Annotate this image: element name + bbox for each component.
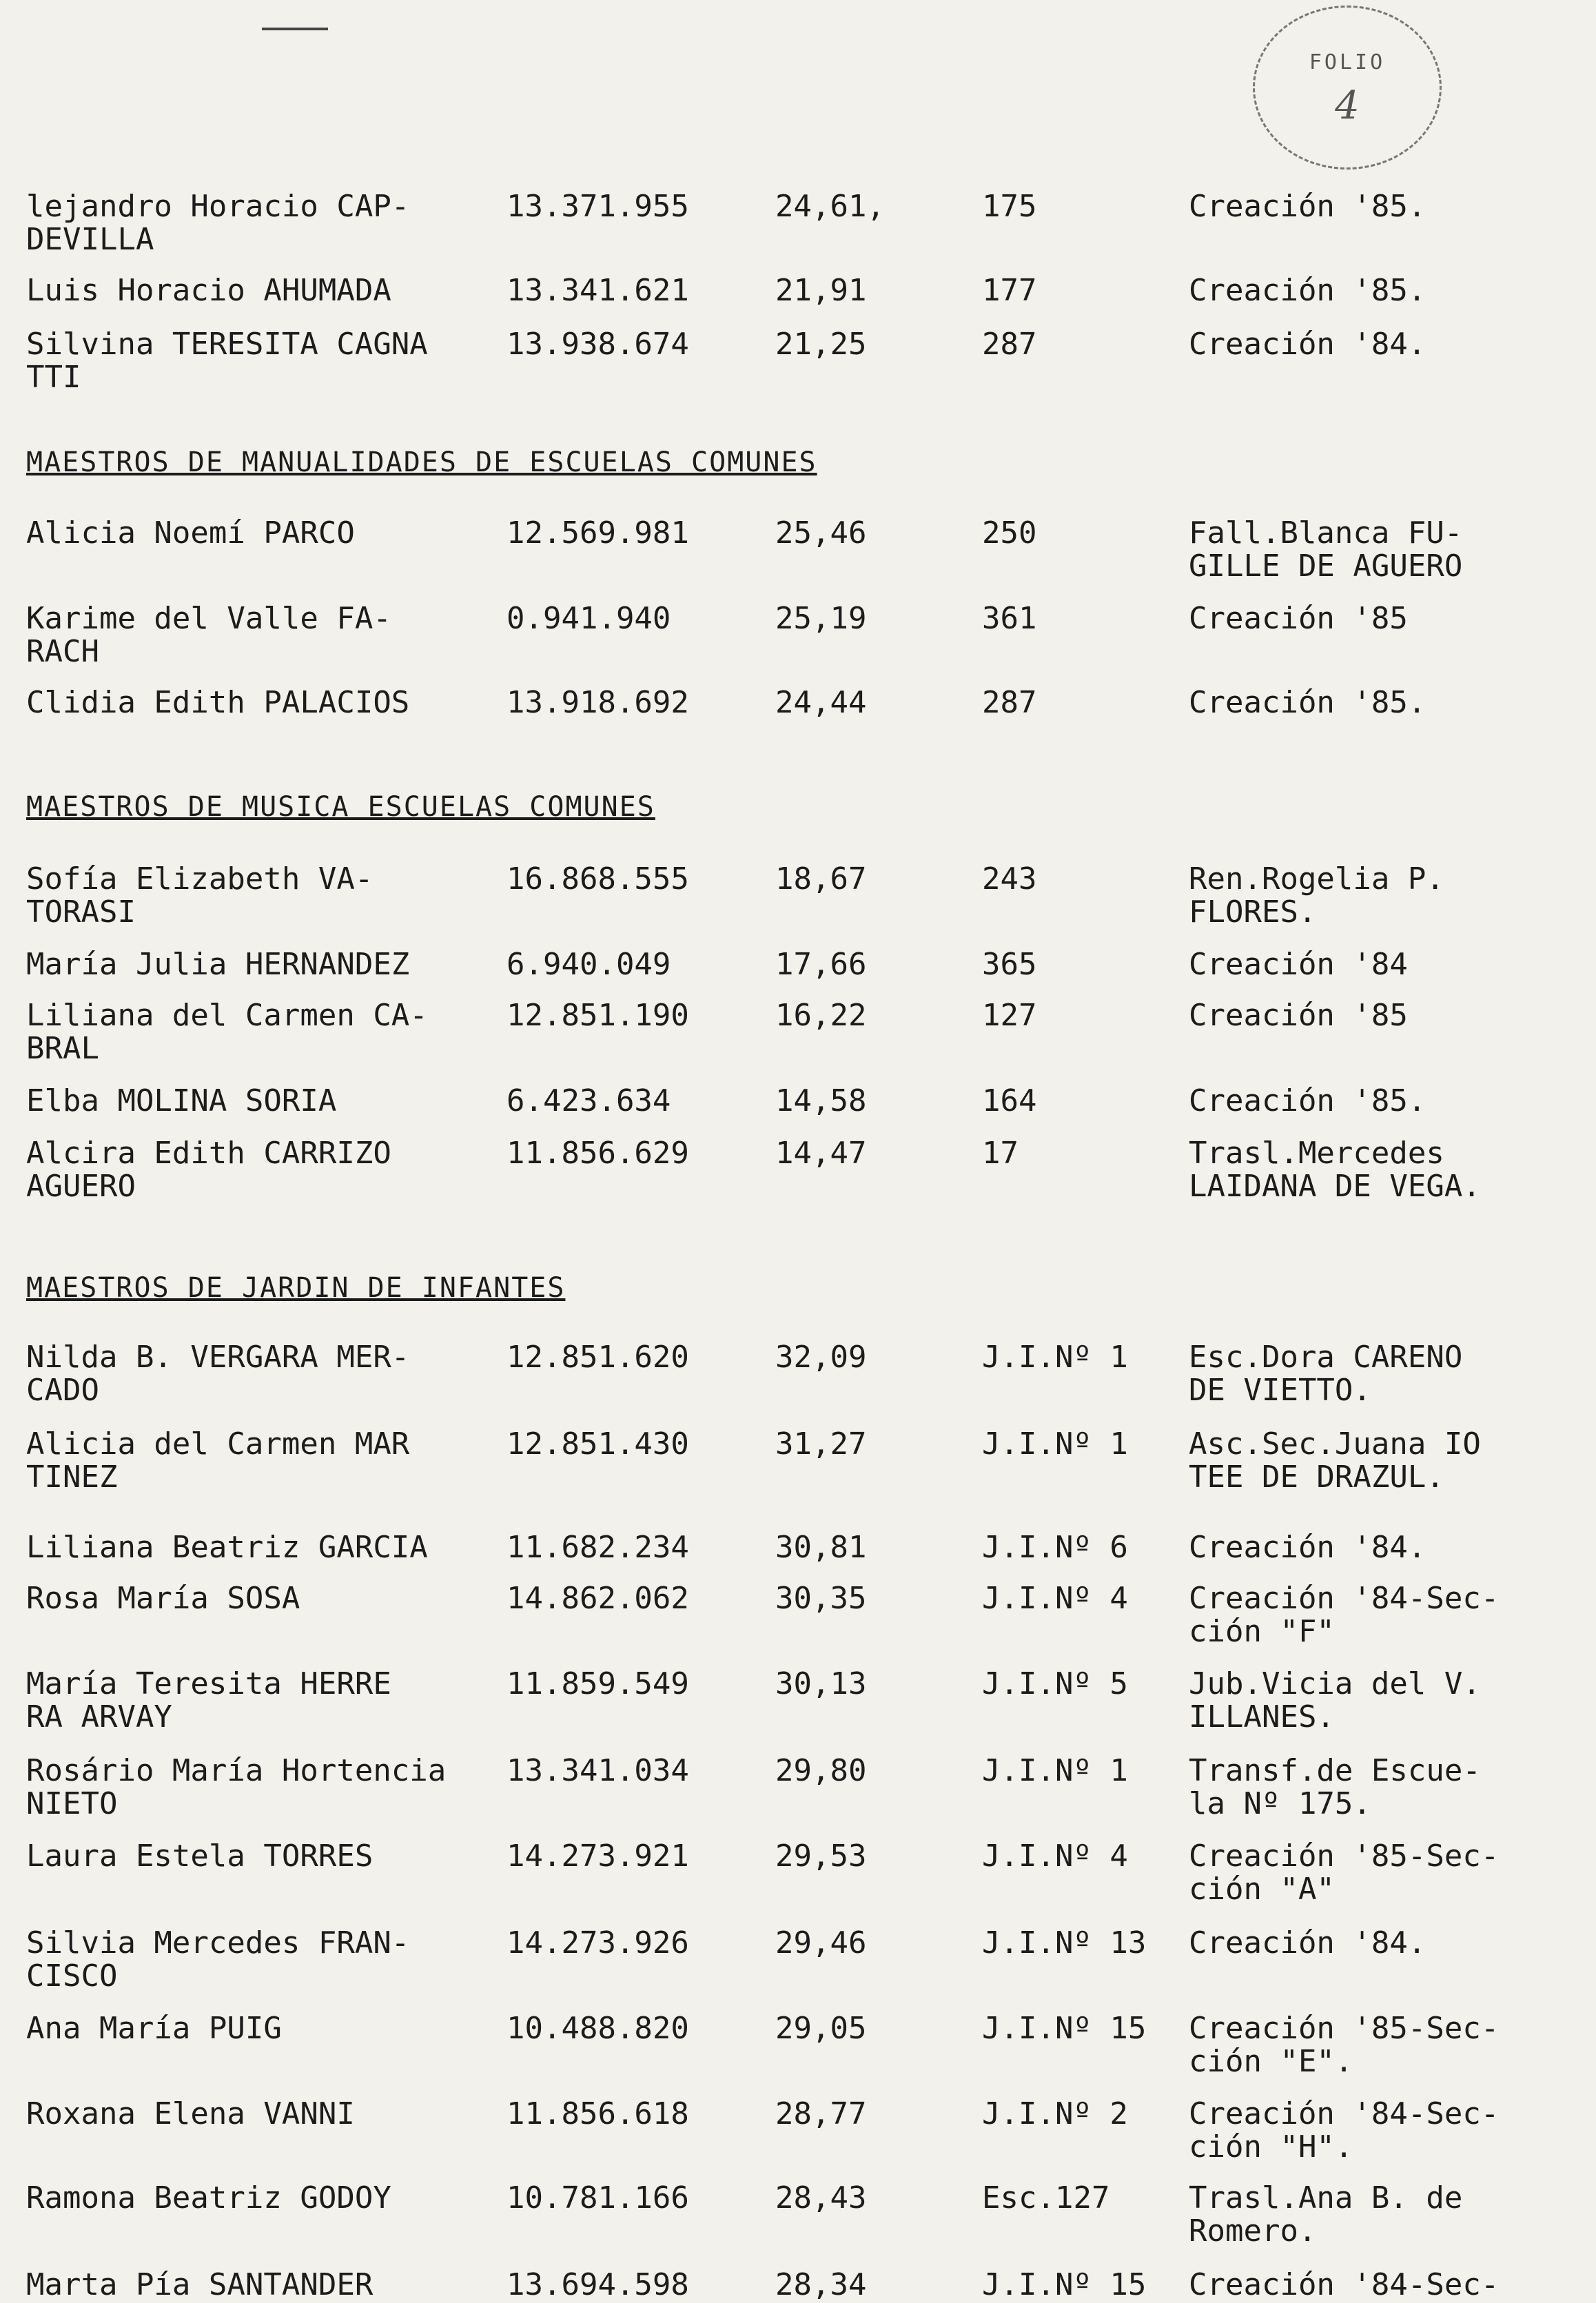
stamp-folio-number: 4 <box>1335 83 1360 128</box>
school-code: J.I.Nº 1 <box>982 1340 1128 1375</box>
teacher-name: Luis Horacio AHUMADA <box>26 273 391 308</box>
school-code: Esc.127 <box>982 2180 1110 2215</box>
vacancy-note: Creación '85. <box>1189 1083 1426 1118</box>
score: 21,25 <box>775 327 867 362</box>
vacancy-note: Creación '84. <box>1189 327 1426 362</box>
teacher-name: María Teresita HERRE RA ARVAY <box>26 1666 391 1734</box>
vacancy-note: Creación '84-Sec- ción "H". <box>1189 2096 1500 2164</box>
vacancy-note: Esc.Dora CARENO DE VIETTO. <box>1189 1340 1463 1408</box>
score: 29,46 <box>775 1925 867 1961</box>
score: 32,09 <box>775 1340 867 1375</box>
school-code: J.I.Nº 4 <box>982 1581 1128 1616</box>
document-number: 11.859.549 <box>507 1666 689 1701</box>
school-code: J.I.Nº 15 <box>982 2267 1147 2302</box>
vacancy-note: Transf.de Escue- la Nº 175. <box>1189 1753 1481 1821</box>
vacancy-note: Creación '84-Sec- <box>1189 2267 1500 2302</box>
score: 25,46 <box>775 515 867 551</box>
score: 30,13 <box>775 1666 867 1701</box>
school-code: 175 <box>982 189 1037 224</box>
score: 28,34 <box>775 2267 867 2302</box>
score: 31,27 <box>775 1426 867 1462</box>
teacher-name: Karime del Valle FA- RACH <box>26 601 391 669</box>
document-number: 11.856.629 <box>507 1136 689 1171</box>
teacher-name: Ramona Beatriz GODOY <box>26 2180 391 2215</box>
document-number: 13.341.621 <box>507 273 689 308</box>
document-number: 14.862.062 <box>507 1581 689 1616</box>
teacher-name: María Julia HERNANDEZ <box>26 947 410 982</box>
document-number: 13.371.955 <box>507 189 689 224</box>
score: 29,05 <box>775 2011 867 2046</box>
vacancy-note: Creación '85. <box>1189 189 1426 224</box>
vacancy-note: Creación '85 <box>1189 601 1408 636</box>
teacher-name: Roxana Elena VANNI <box>26 2096 355 2131</box>
vacancy-note: Creación '85. <box>1189 273 1426 308</box>
document-number: 11.682.234 <box>507 1530 689 1565</box>
vacancy-note: Jub.Vicia del V. ILLANES. <box>1189 1666 1481 1734</box>
school-code: J.I.Nº 5 <box>982 1666 1128 1701</box>
vacancy-note: Creación '84-Sec- ción "F" <box>1189 1581 1500 1649</box>
school-code: 361 <box>982 601 1037 636</box>
teacher-name: Rosa María SOSA <box>26 1581 300 1616</box>
score: 29,80 <box>775 1753 867 1788</box>
score: 29,53 <box>775 1839 867 1874</box>
vacancy-note: Creación '85. <box>1189 685 1426 720</box>
school-code: J.I.Nº 1 <box>982 1426 1128 1462</box>
school-code: 177 <box>982 273 1037 308</box>
vacancy-note: Creación '85-Sec- ción "A" <box>1189 1839 1500 1907</box>
document-number: 12.851.430 <box>507 1426 689 1462</box>
teacher-name: Silvia Mercedes FRAN- CISCO <box>26 1925 410 1994</box>
teacher-name: Alcira Edith CARRIZO AGUERO <box>26 1136 391 1204</box>
score: 16,22 <box>775 998 867 1033</box>
teacher-name: Alicia Noemí PARCO <box>26 515 355 551</box>
score: 30,35 <box>775 1581 867 1616</box>
teacher-name: Elba MOLINA SORIA <box>26 1083 337 1118</box>
school-code: 164 <box>982 1083 1037 1118</box>
score: 21,91 <box>775 273 867 308</box>
document-number: 12.851.620 <box>507 1340 689 1375</box>
document-number: 6.940.049 <box>507 947 671 982</box>
teacher-name: Laura Estela TORRES <box>26 1839 374 1874</box>
section-heading: MAESTROS DE MUSICA ESCUELAS COMUNES <box>26 791 655 823</box>
document-number: 14.273.921 <box>507 1839 689 1874</box>
vacancy-note: Trasl.Ana B. de Romero. <box>1189 2180 1463 2249</box>
school-code: 17 <box>982 1136 1019 1171</box>
school-code: J.I.Nº 13 <box>982 1925 1147 1961</box>
document-number: 6.423.634 <box>507 1083 671 1118</box>
school-code: 250 <box>982 515 1037 551</box>
school-code: J.I.Nº 2 <box>982 2096 1128 2131</box>
school-code: 127 <box>982 998 1037 1033</box>
vacancy-note: Creación '84 <box>1189 947 1408 982</box>
score: 28,43 <box>775 2180 867 2215</box>
document-number: 13.918.692 <box>507 685 689 720</box>
document-number: 14.273.926 <box>507 1925 689 1961</box>
stamp-label: FOLIO <box>1309 50 1386 74</box>
score: 18,67 <box>775 861 867 897</box>
school-code: 365 <box>982 947 1037 982</box>
document-number: 12.851.190 <box>507 998 689 1033</box>
teacher-name: Clidia Edith PALACIOS <box>26 685 410 720</box>
vacancy-note: Creación '85 <box>1189 998 1408 1033</box>
document-number: 11.856.618 <box>507 2096 689 2131</box>
score: 17,66 <box>775 947 867 982</box>
school-code: J.I.Nº 15 <box>982 2011 1147 2046</box>
school-code: 287 <box>982 327 1037 362</box>
school-code: J.I.Nº 1 <box>982 1753 1128 1788</box>
section-heading: MAESTROS DE MANUALIDADES DE ESCUELAS COMUNES <box>26 447 817 478</box>
school-code: 287 <box>982 685 1037 720</box>
teacher-name: Liliana Beatriz GARCIA <box>26 1530 428 1565</box>
teacher-name: Liliana del Carmen CA- BRAL <box>26 998 428 1066</box>
document-number: 0.941.940 <box>507 601 671 636</box>
school-code: 243 <box>982 861 1037 897</box>
document-number: 10.488.820 <box>507 2011 689 2046</box>
vacancy-note: Trasl.Mercedes LAIDANA DE VEGA. <box>1189 1136 1481 1204</box>
score: 28,77 <box>775 2096 867 2131</box>
school-code: J.I.Nº 4 <box>982 1839 1128 1874</box>
document-number: 12.569.981 <box>507 515 689 551</box>
school-code: J.I.Nº 6 <box>982 1530 1128 1565</box>
section-heading: MAESTROS DE JARDIN DE INFANTES <box>26 1272 566 1304</box>
teacher-name: Marta Pía SANTANDER <box>26 2267 374 2302</box>
score: 14,47 <box>775 1136 867 1171</box>
teacher-name: Rosário María Hortencia NIETO <box>26 1753 464 1821</box>
vacancy-note: Asc.Sec.Juana IO TEE DE DRAZUL. <box>1189 1426 1481 1495</box>
teacher-name: Nilda B. VERGARA MER- CADO <box>26 1340 410 1408</box>
document-number: 13.938.674 <box>507 327 689 362</box>
teacher-name: Alicia del Carmen MAR TINEZ <box>26 1426 410 1495</box>
score: 24,44 <box>775 685 867 720</box>
teacher-name: Ana María PUIG <box>26 2011 282 2046</box>
scan-mark <box>262 28 328 30</box>
document-number: 13.341.034 <box>507 1753 689 1788</box>
document-number: 16.868.555 <box>507 861 689 897</box>
score: 24,61, <box>775 189 885 224</box>
vacancy-note: Creación '85-Sec- ción "E". <box>1189 2011 1500 2079</box>
score: 30,81 <box>775 1530 867 1565</box>
vacancy-note: Ren.Rogelia P. FLORES. <box>1189 861 1444 930</box>
score: 25,19 <box>775 601 867 636</box>
teacher-name: Sofía Elizabeth VA- TORASI <box>26 861 374 930</box>
official-stamp <box>1253 6 1442 170</box>
vacancy-note: Creación '84. <box>1189 1530 1426 1565</box>
teacher-name: lejandro Horacio CAP- DEVILLA <box>26 189 410 257</box>
vacancy-note: Fall.Blanca FU- GILLE DE AGUERO <box>1189 515 1463 584</box>
document-number: 10.781.166 <box>507 2180 689 2215</box>
teacher-name: Silvina TERESITA CAGNA TTI <box>26 327 428 395</box>
document-number: 13.694.598 <box>507 2267 689 2302</box>
vacancy-note: Creación '84. <box>1189 1925 1426 1961</box>
score: 14,58 <box>775 1083 867 1118</box>
